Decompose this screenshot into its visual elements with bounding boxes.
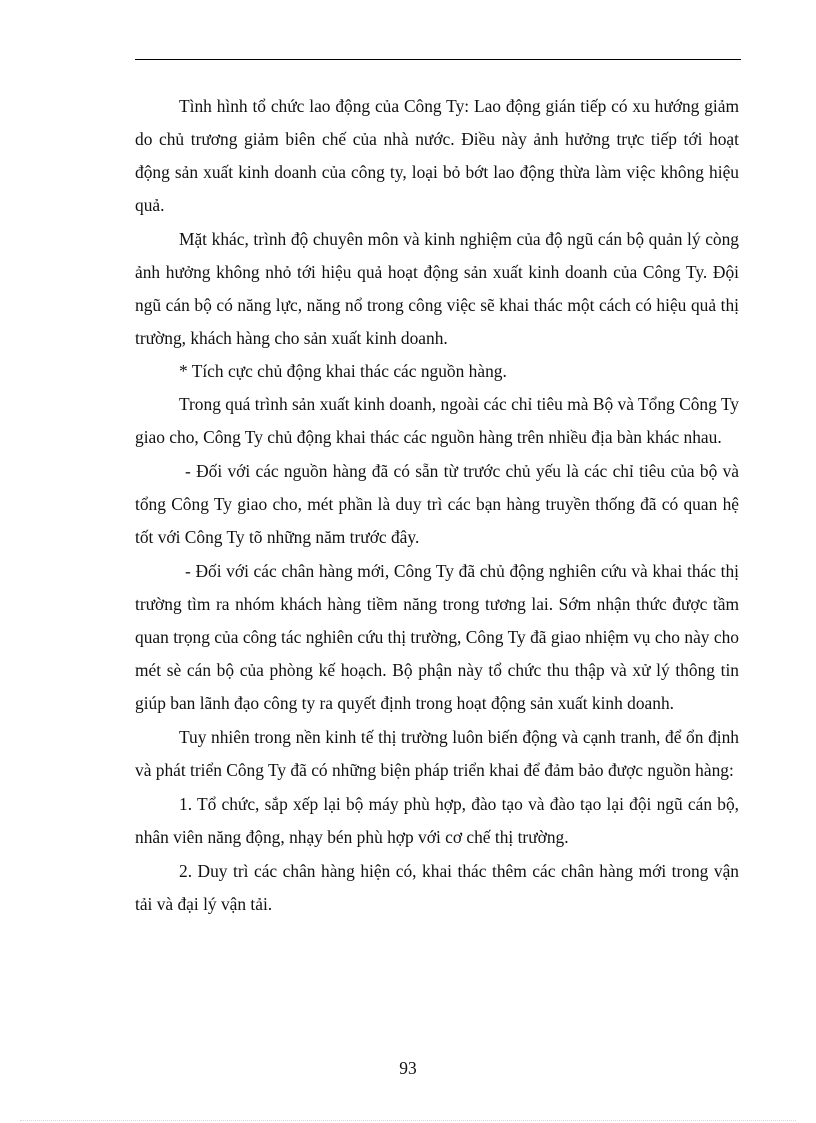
paragraph-management-expertise: Mặt khác, trình độ chuyên môn và kinh nghiệm của độ ngũ cán bộ quản lý còng ảnh hưởng không nhỏ tới hiệu quả hoạt động sản xuất kinh doanh của Công Ty. Đội ngũ cán bộ có năng lực, năng nổ trong công việc sẽ khai thác một cách có hiệu quả thị trường, khách hàng cho sản xuất kinh doanh. [135, 229, 739, 348]
paragraph-existing-sources: - Đối với các nguồn hàng đã có sẵn từ trước chủ yếu là các chỉ tiêu của bộ và tổng Công Ty giao cho, mét phần là duy trì các bạn hàng truyền thống đã có quan hệ tốt với Công Ty tõ những năm trước đây. [135, 461, 739, 547]
page-bottom-border [20, 1120, 796, 1121]
paragraph-market-measures: Tuy nhiên trong nền kinh tế thị trường luôn biến động và cạnh tranh, để ổn định và phát triển Công Ty đã có những biện pháp triển khai để đảm bảo được nguồn hàng: [135, 727, 739, 780]
header-rule [135, 59, 741, 60]
list-item-2: 2. Duy trì các chân hàng hiện có, khai thác thêm các chân hàng mới trong vận tải và đại lý vận tải. [135, 861, 739, 914]
paragraph-section-heading: * Tích cực chủ động khai thác các nguồn hàng. [179, 361, 507, 381]
paragraph-new-sources: - Đối với các chân hàng mới, Công Ty đã chủ động nghiên cứu và khai thác thị trường tìm ra nhóm khách hàng tiềm năng trong tương lai. Sớm nhận thức được tầm quan trọng của công tác nghiên cứu thị trường, Công Ty đã giao nhiệm vụ cho này cho mét sè cán bộ của phòng kế hoạch. Bộ phận này tổ chức thu thập và xử lý thông tin giúp ban lãnh đạo công ty ra quyết định trong hoạt động sản xuất kinh doanh. [135, 561, 739, 713]
list-item-1: 1. Tổ chức, sắp xếp lại bộ máy phù hợp, đào tạo và đào tạo lại đội ngũ cán bộ, nhân viên năng động, nhạy bén phù hợp với cơ chế thị trường. [135, 794, 739, 847]
paragraph-labor-organization: Tình hình tổ chức lao động của Công Ty: Lao động gián tiếp có xu hướng giảm do chủ trương giảm biên chế của nhà nước. Điều này ảnh hưởng trực tiếp tới hoạt động sản xuất kinh doanh của công ty, loại bỏ bớt lao động thừa làm việc không hiệu quả. [135, 96, 739, 215]
paragraph-sourcing-overview: Trong quá trình sản xuất kinh doanh, ngoài các chỉ tiêu mà Bộ và Tổng Công Ty giao cho, Công Ty chủ động khai thác các nguồn hàng trên nhiều địa bàn khác nhau. [135, 394, 739, 447]
page-number: 93 [399, 1058, 417, 1078]
document-body [135, 90, 739, 921]
